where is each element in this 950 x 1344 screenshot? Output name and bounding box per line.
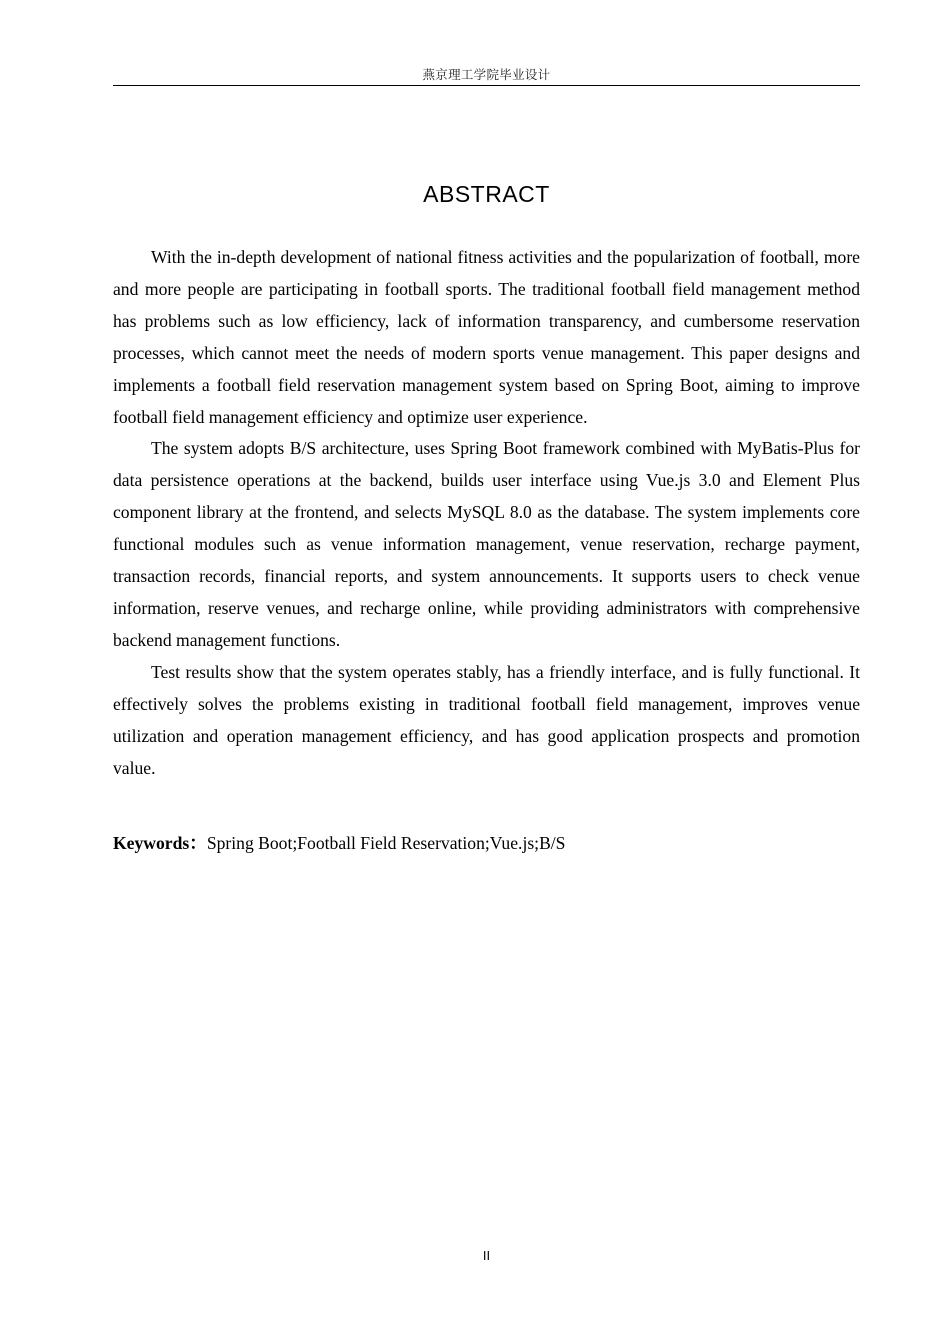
keywords-line — [113, 827, 860, 859]
abstract-paragraph-3: Test results show that the system operates stably, has a friendly interface, and is fully functional. It effectively solves the problems existing in traditional football field management, improves venue utilization and operation management efficiency, and has good application prospects and promotion value. — [113, 661, 860, 778]
abstract-title: ABSTRACT — [423, 181, 550, 207]
page-number: II — [482, 1248, 491, 1263]
abstract-body — [113, 242, 860, 784]
running-header: 燕京理工学院毕业设计 — [422, 67, 551, 82]
header-rule — [113, 85, 860, 86]
keywords-label: Keywords： — [113, 833, 207, 853]
abstract-paragraph-2: The system adopts B/S architecture, uses Spring Boot framework combined with MyBatis-Plus for data persistence operations at the backend, builds user interface using Vue.js 3.0 and Element Plus component library at the frontend, and selects MySQL 8.0 as the database. The system implements core functional modules such as venue information management, venue reservation, recharge payment, transaction records, financial reports, and system announcements. It supports users to check venue information, reserve venues, and recharge online, while providing administrators with comprehensive backend management functions. — [113, 438, 860, 650]
abstract-paragraph-1: With the in-depth development of national fitness activities and the popularization of football, more and more people are participating in football sports. The traditional football field management method has problems such as low efficiency, lack of information transparency, and cumbersome reservation processes, which cannot meet the needs of modern sports venue management. This paper designs and implements a football field reservation management system based on Spring Boot, aiming to improve football field management efficiency and optimize user experience. — [113, 247, 860, 427]
keywords-text: Spring Boot;Football Field Reservation;Vue.js;B/S — [206, 833, 566, 853]
